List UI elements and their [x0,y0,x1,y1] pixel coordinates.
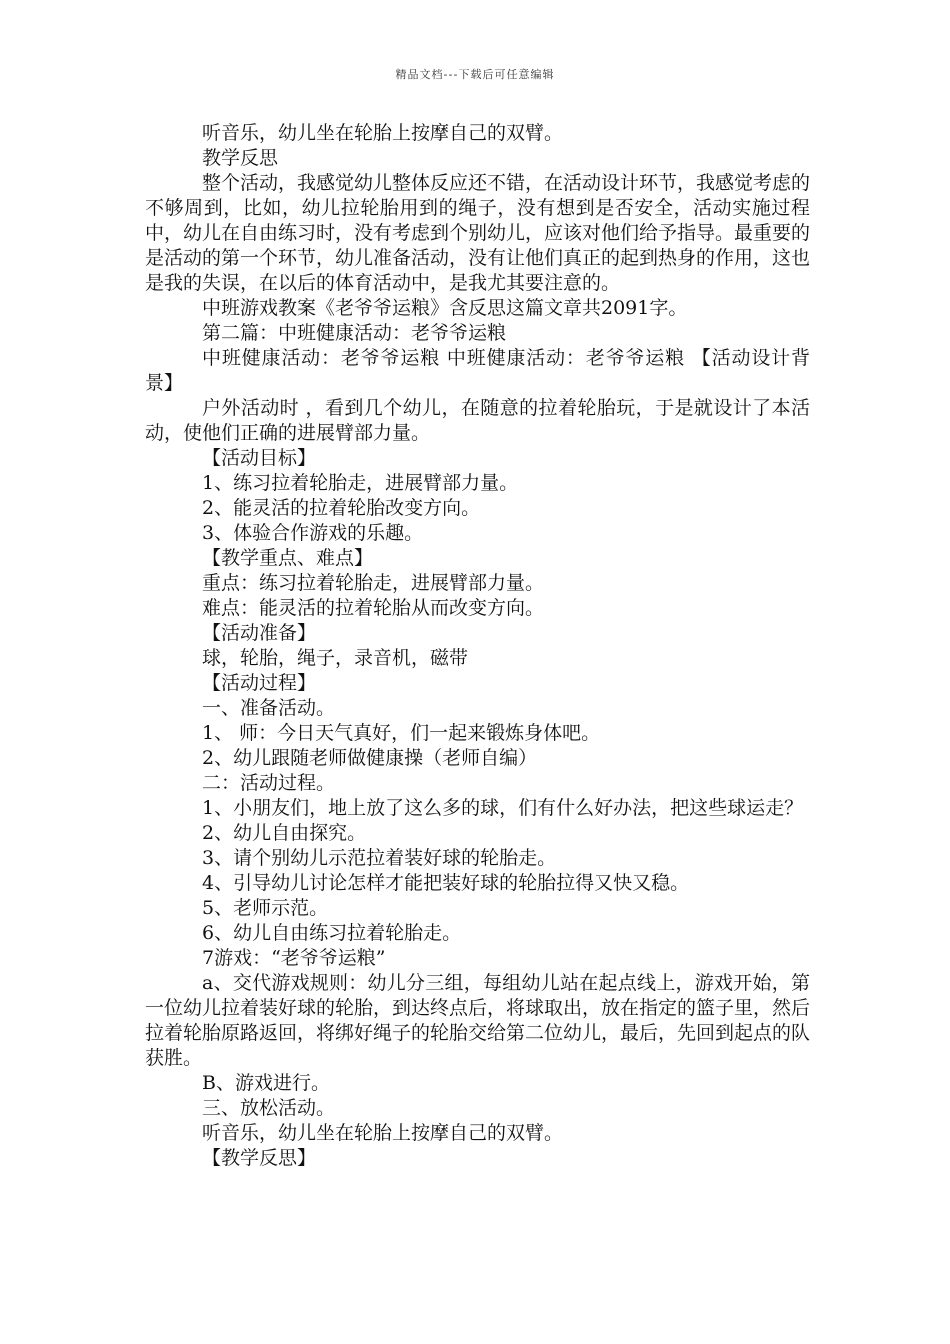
section-heading: 【活动目标】 [202,447,317,469]
section-heading: 【活动过程】 [202,672,317,694]
paragraph: 重点：练习拉着轮胎走，进展臂部力量。 [202,572,545,594]
list-item: 2、幼儿跟随老师做健康操（老师自编） [202,747,538,769]
list-item: 1、 师：今日天气真好，们一起来锻炼身体吧。 [202,722,601,744]
list-item: 三、放松活动。 [202,1097,336,1119]
list-item: 一、准备活动。 [202,697,336,719]
paragraph: 听音乐，幼儿坐在轮胎上按摩自己的双臂。 [202,1122,564,1144]
paragraph: 听音乐，幼儿坐在轮胎上按摩自己的双臂。 [202,122,564,144]
paragraph: 整个活动，我感觉幼儿整体反应还不错，在活动设计环节，我感觉考虑的不够周到，比如，幼儿拉轮胎用到的绳子，没有想到是否安全，活动实施过程中，幼儿在自由练习时，没有考虑到个别幼儿，应该对他们给予指导。最重要的是活动的第一个环节，幼儿准备活动，没有让他们真正的起到热身的作用，这也是我的失误，在以后的体育活动中，是我尤其要注意的。 [145,172,811,294]
list-item: 6、幼儿自由练习拉着轮胎走。 [202,922,462,944]
paragraph: 中班游戏教案《老爷爷运粮》含反思这篇文章共2091字。 [202,297,688,319]
paragraph: 户外活动时 ，看到几个幼儿，在随意的拉着轮胎玩，于是就设计了本活动，使他们正确的进展臂部力量。 [145,397,810,444]
list-item: 3、体验合作游戏的乐趣。 [202,522,424,544]
page-header: 精品文档---下载后可任意编辑 [395,68,555,81]
paragraph: 难点：能灵活的拉着轮胎从而改变方向。 [202,597,545,619]
list-item: 1、小朋友们，地上放了这么多的球，们有什么好办法，把这些球运走？ [202,797,804,819]
paragraph: 教学反思 [202,147,279,169]
section-heading: 【教学反思】 [202,1147,317,1169]
section-heading: 【活动准备】 [202,622,317,644]
document-body [145,121,810,1171]
section-heading: 第二篇：中班健康活动：老爷爷运粮 [202,322,507,344]
paragraph: 中班健康活动：老爷爷运粮 中班健康活动：老爷爷运粮 【活动设计背景】 [145,347,810,394]
list-item: 1、练习拉着轮胎走，进展臂部力量。 [202,472,519,494]
list-item: B、游戏进行。 [202,1072,330,1094]
section-heading: 【教学重点、难点】 [202,547,374,569]
list-item: 2、能灵活的拉着轮胎改变方向。 [202,497,481,519]
paragraph: a、交代游戏规则：幼儿分三组，每组幼儿站在起点线上，游戏开始，第一位幼儿拉着装好球的轮胎，到达终点后，将球取出，放在指定的篮子里，然后拉着轮胎原路返回，将绑好绳子的轮胎交给第二位幼儿，最后，先回到起点的队获胜。 [145,972,811,1069]
list-item: 2、幼儿自由探究。 [202,822,367,844]
paragraph: 球，轮胎，绳子，录音机，磁带 [202,647,469,669]
list-item: 7游戏：“老爷爷运粮” [202,947,386,969]
list-item: 3、请个别幼儿示范拉着装好球的轮胎走。 [202,847,557,869]
list-item: 二：活动过程。 [202,772,336,794]
list-item: 4、引导幼儿讨论怎样才能把装好球的轮胎拉得又快又稳。 [202,872,690,894]
list-item: 5、老师示范。 [202,897,329,919]
